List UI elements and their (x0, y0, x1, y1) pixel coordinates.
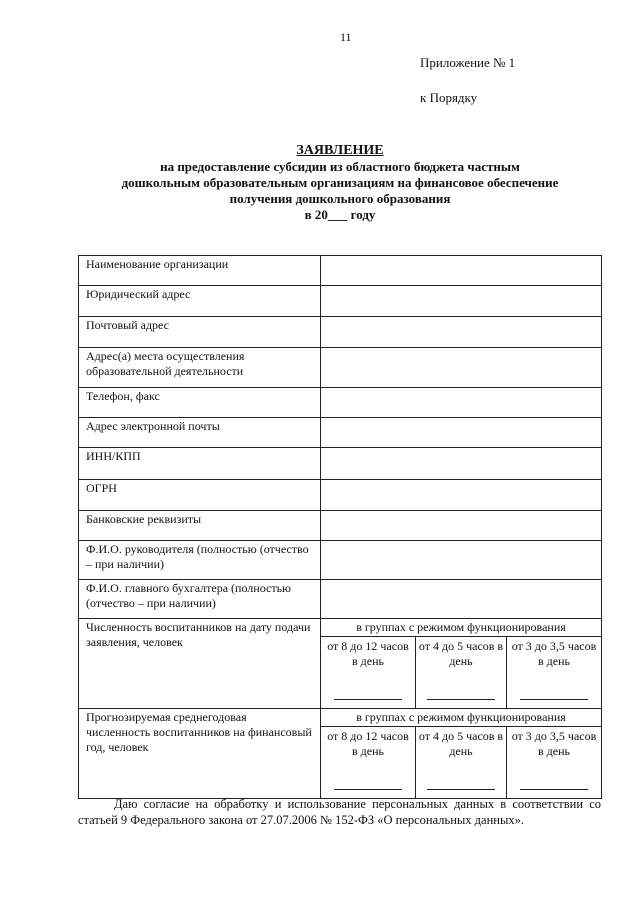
blank-line (334, 789, 402, 790)
row-label: Адрес(а) места осуществления образовательной деятельности (79, 348, 321, 388)
table-row (79, 256, 602, 286)
table-row (79, 418, 602, 448)
forecast-mode-3-35[interactable] (507, 727, 602, 799)
table-row (79, 619, 602, 637)
row-label: Почтовый адрес (79, 317, 321, 348)
row-label: Ф.И.О. руководителя (полностью (отчество – при наличии) (79, 541, 321, 580)
email-field[interactable] (321, 418, 602, 448)
forecast-count-label: Прогнозируемая среднегодовая численность воспитанников на финансовый год, человек (79, 709, 321, 799)
mode-label: от 3 до 3,5 часов в день (511, 729, 597, 758)
groups-header: в группах с режимом функционирования (321, 709, 602, 727)
row-label: Юридический адрес (79, 286, 321, 317)
ogrn-field[interactable] (321, 480, 602, 511)
row-label: Банковские реквизиты (79, 511, 321, 541)
table-row (79, 286, 602, 317)
table-row (79, 541, 602, 580)
title-line-4: в 20___ году (304, 207, 376, 222)
mode-label: от 3 до 3,5 часов в день (511, 639, 597, 668)
blank-line (427, 789, 495, 790)
consent-paragraph: Даю согласие на обработку и использование персональных данных в соответствии со статьей 9 Федерального закона от 27.07.2006 № 152-ФЗ «О персональных данных». (78, 797, 601, 827)
document-title: ЗАЯВЛЕНИЕ (296, 143, 384, 158)
page-number: 11 (340, 30, 352, 44)
title-line-2: дошкольным образовательным организациям на финансовое обеспечение (121, 175, 559, 190)
mode-label: от 4 до 5 часов в день (418, 639, 504, 668)
appendix-label: Приложение № 1 (420, 55, 516, 70)
mode-label: от 4 до 5 часов в день (418, 729, 504, 758)
table-row (79, 480, 602, 511)
row-label: Ф.И.О. главного бухгалтера (полностью (отчество – при наличии) (79, 580, 321, 619)
groups-header: в группах с режимом функционирования (321, 619, 602, 637)
org-name-field[interactable] (321, 256, 602, 286)
table-row (79, 317, 602, 348)
row-label: ИНН/КПП (79, 448, 321, 480)
table-row (79, 580, 602, 619)
blank-line (427, 699, 495, 700)
accountant-name-field[interactable] (321, 580, 602, 619)
blank-line (334, 699, 402, 700)
table-row (79, 388, 602, 418)
pupils-mode-3-35[interactable] (507, 637, 602, 709)
appendix-sub-label: к Порядку (420, 90, 478, 105)
mode-label: от 8 до 12 часов в день (327, 729, 409, 758)
forecast-mode-4-5[interactable] (416, 727, 507, 799)
application-form-table (78, 255, 602, 799)
row-label: ОГРН (79, 480, 321, 511)
table-row (79, 448, 602, 480)
table-row (79, 511, 602, 541)
pupils-count-label: Численность воспитанников на дату подачи заявления, человек (79, 619, 321, 709)
row-label: Телефон, факс (79, 388, 321, 418)
postal-address-field[interactable] (321, 317, 602, 348)
pupils-mode-4-5[interactable] (416, 637, 507, 709)
bank-details-field[interactable] (321, 511, 602, 541)
row-label: Адрес электронной почты (79, 418, 321, 448)
title-line-1: на предоставление субсидии из областного бюджета частным (160, 159, 520, 174)
mode-label: от 8 до 12 часов в день (327, 639, 409, 668)
phone-fax-field[interactable] (321, 388, 602, 418)
forecast-mode-8-12[interactable] (321, 727, 416, 799)
blank-line (520, 699, 588, 700)
inn-kpp-field[interactable] (321, 448, 602, 480)
pupils-mode-8-12[interactable] (321, 637, 416, 709)
activity-address-field[interactable] (321, 348, 602, 388)
blank-line (520, 789, 588, 790)
table-row (79, 348, 602, 388)
director-name-field[interactable] (321, 541, 602, 580)
table-row (79, 709, 602, 727)
document-title-block (60, 143, 620, 223)
title-line-3: получения дошкольного образования (229, 191, 451, 206)
legal-address-field[interactable] (321, 286, 602, 317)
row-label: Наименование организации (79, 256, 321, 286)
